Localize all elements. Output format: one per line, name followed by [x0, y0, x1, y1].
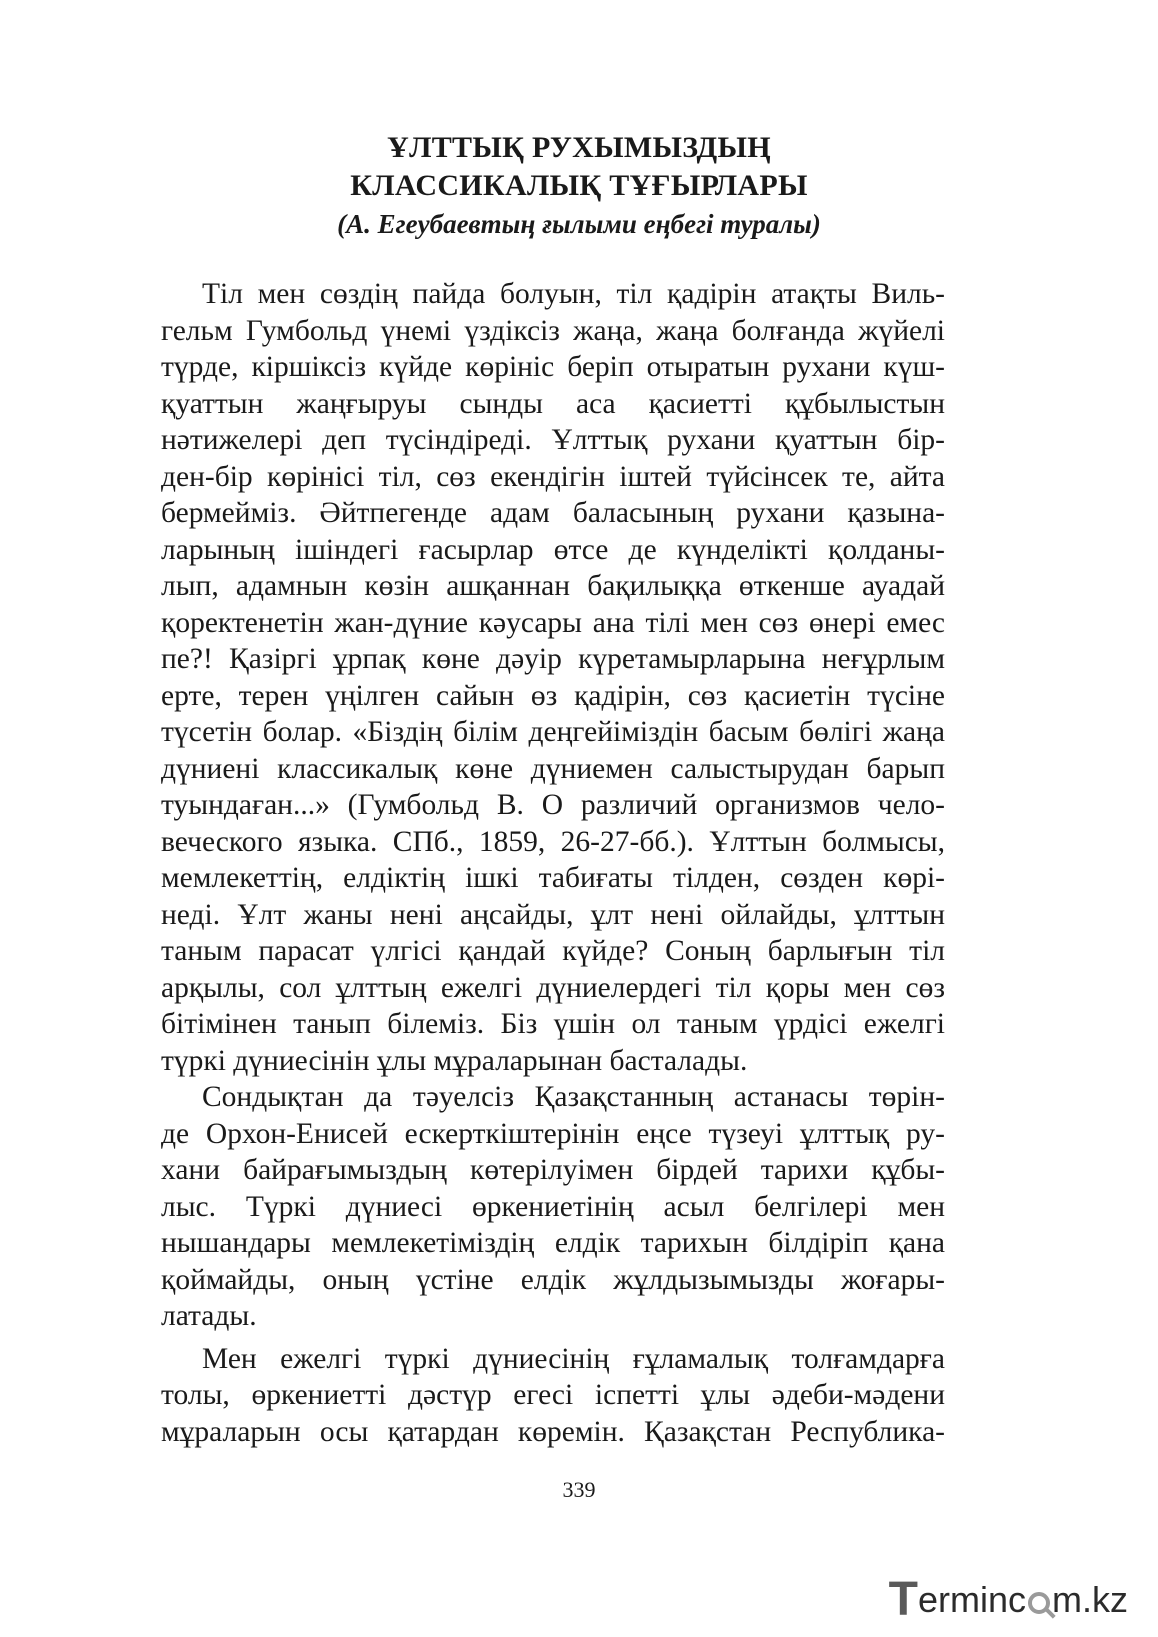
text-line: латады. [161, 1300, 257, 1332]
paragraph [161, 276, 945, 1079]
text-line: түсетін болар. «Біздің білім деңгейіміздін басым бөлігі жаңа [161, 716, 945, 748]
page-number: 339 [562, 1477, 596, 1502]
paragraph [161, 1341, 945, 1451]
text-line: нәтижелері деп түсіндіреді. Ұлттық рухани қуаттын бір- [161, 424, 945, 456]
magnifier-icon [1028, 1592, 1050, 1614]
text-line: бітімінен танып білеміз. Біз үшін ол таным үрдісі ежелгі [161, 1008, 945, 1040]
article-body [161, 276, 945, 1450]
text-line: түркі дүниесінін ұлы мұраларынан басталады. [161, 1044, 748, 1077]
paragraph [161, 1079, 945, 1335]
text-line: лыс. Түркі дүниесі өркениетінің асыл белгілері мен [161, 1190, 945, 1223]
text-line: қуаттын жаңғыруы сынды аса қасиетті құбылыстын [161, 387, 945, 420]
text-line: Тіл мен сөздің пайда болуын, тіл қадірін атақты Виль- [202, 278, 945, 310]
text-line: қоректенетін жан-дүние кәусары ана тілі мен сөз өнері емес [161, 606, 945, 639]
text-line: бермейміз. Әйтпегенде адам баласының рухани қазына- [161, 497, 945, 529]
text-line: нышандары мемлекетіміздің елдік тарихын білдіріп қана [161, 1227, 945, 1259]
watermark-lead-letter: T [888, 1573, 918, 1626]
subtitle: (А. Егеубаевтың ғылыми еңбегі туралы) [337, 209, 821, 239]
text-line: веческого языка. СПб., 1859, 26-27-бб.). Ұлттын болмысы, [161, 825, 945, 858]
title-line-2: КЛАССИКАЛЫҚ ТҰҒЫРЛАРЫ [350, 169, 808, 202]
watermark-middle-text: erminc [917, 1579, 1026, 1620]
text-line: туындаған...» (Гумбольд В. О различий организмов чело- [161, 789, 945, 821]
termincom-watermark-logo [888, 1573, 1128, 1626]
text-line: Мен ежелгі түркі дүниесінің ғұламалық толғамдарға [202, 1342, 945, 1375]
text-line: Сондықтан да тәуелсіз Қазақстанның астанасы төрін- [202, 1081, 945, 1113]
text-line: мұраларын осы қатардан көремін. Қазақстан Республика- [161, 1415, 945, 1448]
text-line: арқылы, сол ұлттың ежелгі дүниелердегі тіл қоры мен сөз [161, 971, 945, 1004]
text-line: хани байрағымыздың көтерілуімен бірдей тарихи құбы- [161, 1154, 945, 1186]
text-line: қоймайды, оның үстіне елдік жұлдызымызды жоғары- [161, 1263, 945, 1296]
text-line: пе?! Қазіргі ұрпақ көне дәуір күретамырларына неғұрлым [161, 643, 945, 675]
text-line: лып, адамнын көзін ашқаннан бақилыққа өткенше ауадай [161, 570, 945, 602]
text-line: де Орхон-Енисей ескерткіштерінін еңсе түзеуі ұлттық ру- [161, 1117, 945, 1150]
text-line: мемлекеттің, елдіктің ішкі табиғаты тілден, сөзден көрі- [161, 862, 945, 894]
text-line: дүниені классикалық көне дүниемен салыстырудан барып [161, 752, 945, 785]
text-line: түрде, кіршіксіз күйде көрініс беріп отыратын рухани күш- [161, 351, 945, 383]
text-line: таным парасат үлгісі қандай күйде? Соның барлығын тіл [161, 935, 945, 967]
text-line: ден-бір көрінісі тіл, сөз екендігін іштей түйсінсек те, айта [161, 460, 945, 493]
text-line: ларының ішіндегі ғасырлар өтсе де күнделікті қолданы- [161, 533, 945, 566]
text-line: толы, өркениетті дәстүр егесі іспетті ұлы әдеби-мәдени [161, 1379, 945, 1411]
text-line: гельм Гумбольд үнемі үздіксіз жаңа, жаңа болғанда жүйелі [161, 314, 945, 347]
text-line: неді. Ұлт жаны нені аңсайды, ұлт нені ойлайды, ұлттын [161, 898, 945, 931]
text-line: ерте, терен үңілген сайын өз қадірін, сөз қасиетін түсіне [161, 679, 945, 712]
title-line-1: ҰЛТТЫҚ РУХЫМЫЗДЫҢ [387, 131, 771, 164]
watermark-tail-text: m.kz [1052, 1579, 1128, 1620]
